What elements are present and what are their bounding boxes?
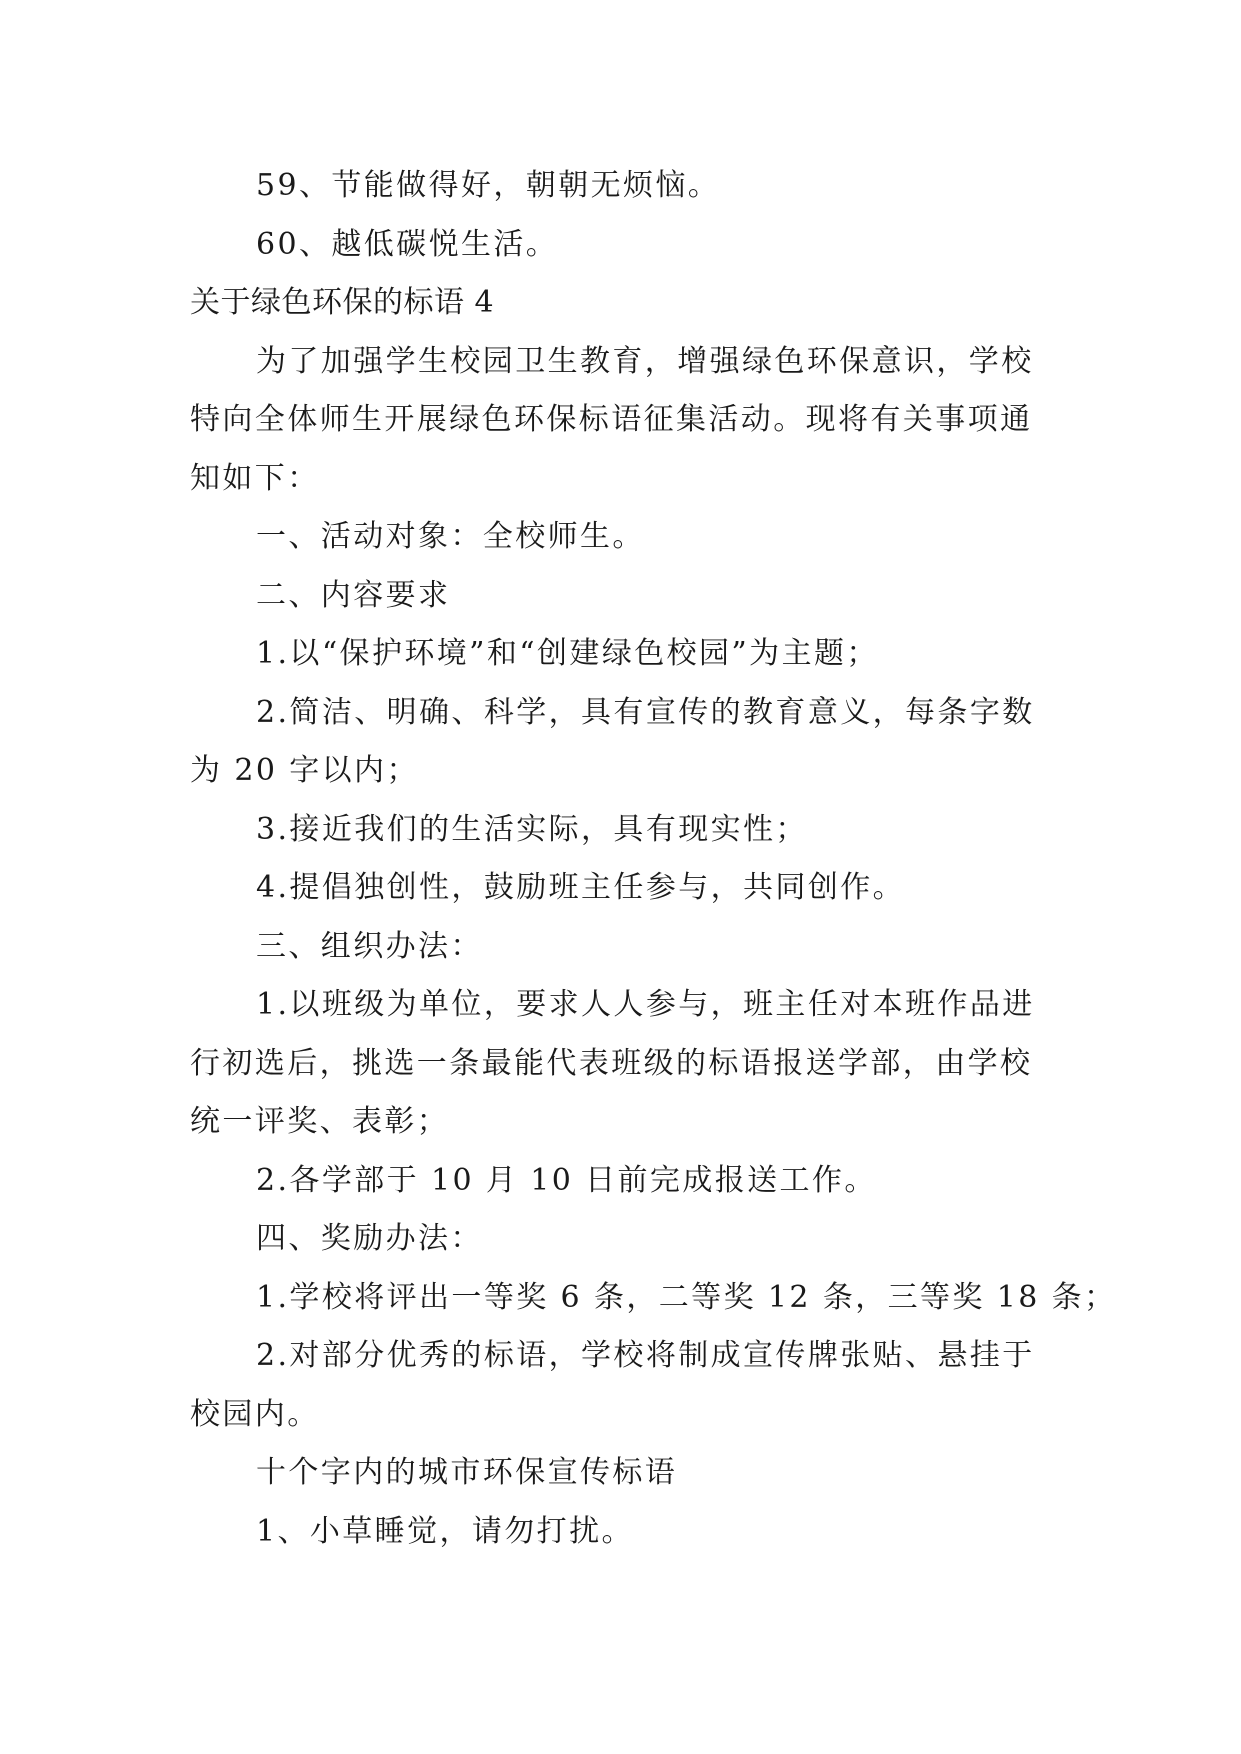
paragraph-line: 一、活动对象：全校师生。 xyxy=(256,519,645,554)
paragraph-line: 二、内容要求 xyxy=(256,577,451,613)
paragraph-line: 四、奖励办法： xyxy=(256,1221,483,1256)
document-body xyxy=(190,157,1117,1561)
paragraph-line: 为 20 字以内； xyxy=(190,753,419,788)
paragraph-line: 知如下： xyxy=(190,460,320,496)
paragraph-line: 1.以班级为单位，要求人人参与，班主任对本班作品进 xyxy=(256,987,1035,1022)
paragraph-line: 2.对部分优秀的标语，学校将制成宣传牌张贴、悬挂于 xyxy=(256,1338,1035,1373)
paragraph-line: 1.以“保护环境”和“创建绿色校园”为主题； xyxy=(256,636,879,671)
paragraph-line: 特向全体师生开展绿色环保标语征集活动。现将有关事项通 xyxy=(190,402,1033,437)
paragraph-line: 2.简洁、明确、科学，具有宣传的教育意义，每条字数 xyxy=(256,694,1035,730)
section-heading: 关于绿色环保的标语 4 xyxy=(190,285,495,320)
paragraph-line: 校园内。 xyxy=(190,1396,320,1432)
paragraph-line: 2.各学部于 10 月 10 日前完成报送工作。 xyxy=(256,1162,877,1198)
paragraph-line: 3.接近我们的生活实际，具有现实性； xyxy=(256,811,808,847)
paragraph-line: 十个字内的城市环保宣传标语 xyxy=(256,1455,678,1490)
paragraph-line: 为了加强学生校园卫生教育，增强绿色环保意识，学校 xyxy=(256,343,1034,379)
paragraph-line: 三、组织办法： xyxy=(256,928,483,964)
paragraph-line: 统一评奖、表彰； xyxy=(190,1104,450,1139)
paragraph-line: 1.学校将评出一等奖 6 条，二等奖 12 条，三等奖 18 条； xyxy=(256,1279,1117,1315)
paragraph-line: 1、小草睡觉，请勿打扰。 xyxy=(256,1513,634,1549)
paragraph-line: 行初选后，挑选一条最能代表班级的标语报送学部，由学校 xyxy=(190,1045,1033,1081)
paragraph-line: 4.提倡独创性，鼓励班主任参与，共同创作。 xyxy=(256,870,906,905)
paragraph-line: 59、节能做得好，朝朝无烦恼。 xyxy=(256,168,721,203)
paragraph-line: 60、越低碳悦生活。 xyxy=(256,226,559,262)
